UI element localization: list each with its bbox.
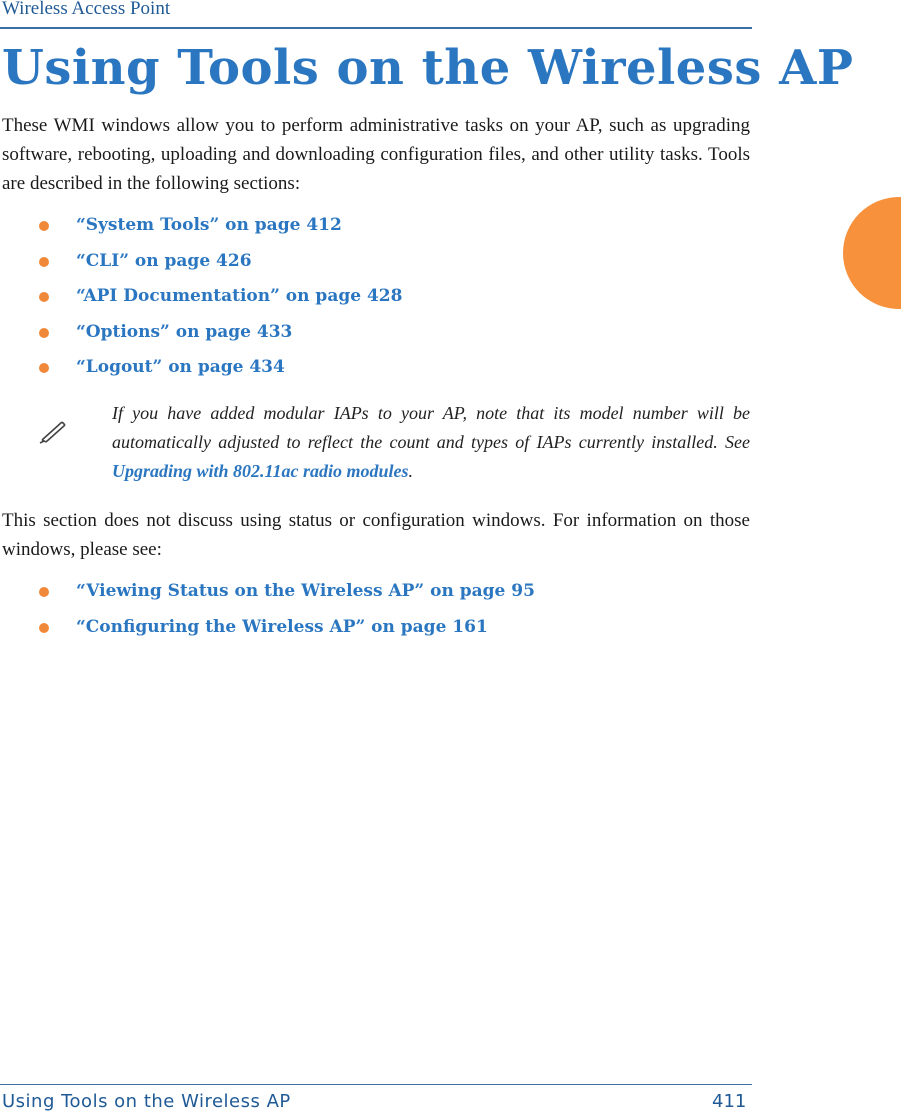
section-paragraph: This section does not discuss using status or configuration windows. For information on those windows, please see:: [2, 510, 750, 560]
intro-paragraph: These WMI windows allow you to perform administrative tasks on your AP, such as upgrading software, rebooting, uploading and downloading configuration files, and other utility tasks. Tools are described in the following sections:: [2, 115, 750, 194]
list-item: [0, 322, 402, 358]
note-text: If you have added modular IAPs to your AP, note that its model number will be automatically adjusted to reflect the count and types of IAPs currently installed. See Upgrading with 802.11ac radio modules.: [112, 403, 750, 481]
list-item: [0, 251, 402, 287]
list-item: [0, 215, 402, 251]
windows-link-list: [0, 581, 535, 652]
chapter-tab: [843, 197, 901, 309]
list-item: [0, 286, 402, 322]
header-rule: [0, 27, 752, 29]
bullet-icon: [39, 623, 49, 633]
link-api-documentation[interactable]: “API Documentation” on page 428: [76, 286, 403, 306]
bullet-icon: [39, 221, 49, 231]
bullet-icon: [39, 257, 49, 267]
bullet-icon: [39, 328, 49, 338]
list-item: [0, 357, 402, 393]
link-system-tools[interactable]: “System Tools” on page 412: [76, 215, 342, 235]
link-viewing-status[interactable]: “Viewing Status on the Wireless AP” on page 95: [76, 581, 535, 601]
running-footer: Using Tools on the Wireless AP: [2, 1091, 291, 1112]
tools-link-list: [0, 215, 402, 393]
link-configuring[interactable]: “Configuring the Wireless AP” on page 161: [76, 616, 488, 637]
bullet-icon: [39, 292, 49, 302]
page-title: Using Tools on the Wireless AP: [2, 40, 854, 96]
link-options[interactable]: “Options” on page 433: [76, 321, 293, 342]
footer-rule: [0, 1084, 752, 1085]
list-item: [0, 581, 535, 617]
pencil-note-icon: [38, 416, 68, 444]
link-cli[interactable]: “CLI” on page 426: [76, 250, 252, 271]
upgrading-radio-modules-link[interactable]: Upgrading with 802.11ac radio modules: [112, 461, 409, 481]
running-header: Wireless Access Point: [2, 0, 171, 19]
bullet-icon: [39, 363, 49, 373]
bullet-icon: [39, 587, 49, 597]
page-number: 411: [712, 1091, 747, 1112]
list-item: [0, 617, 535, 653]
link-logout[interactable]: “Logout” on page 434: [76, 357, 285, 377]
